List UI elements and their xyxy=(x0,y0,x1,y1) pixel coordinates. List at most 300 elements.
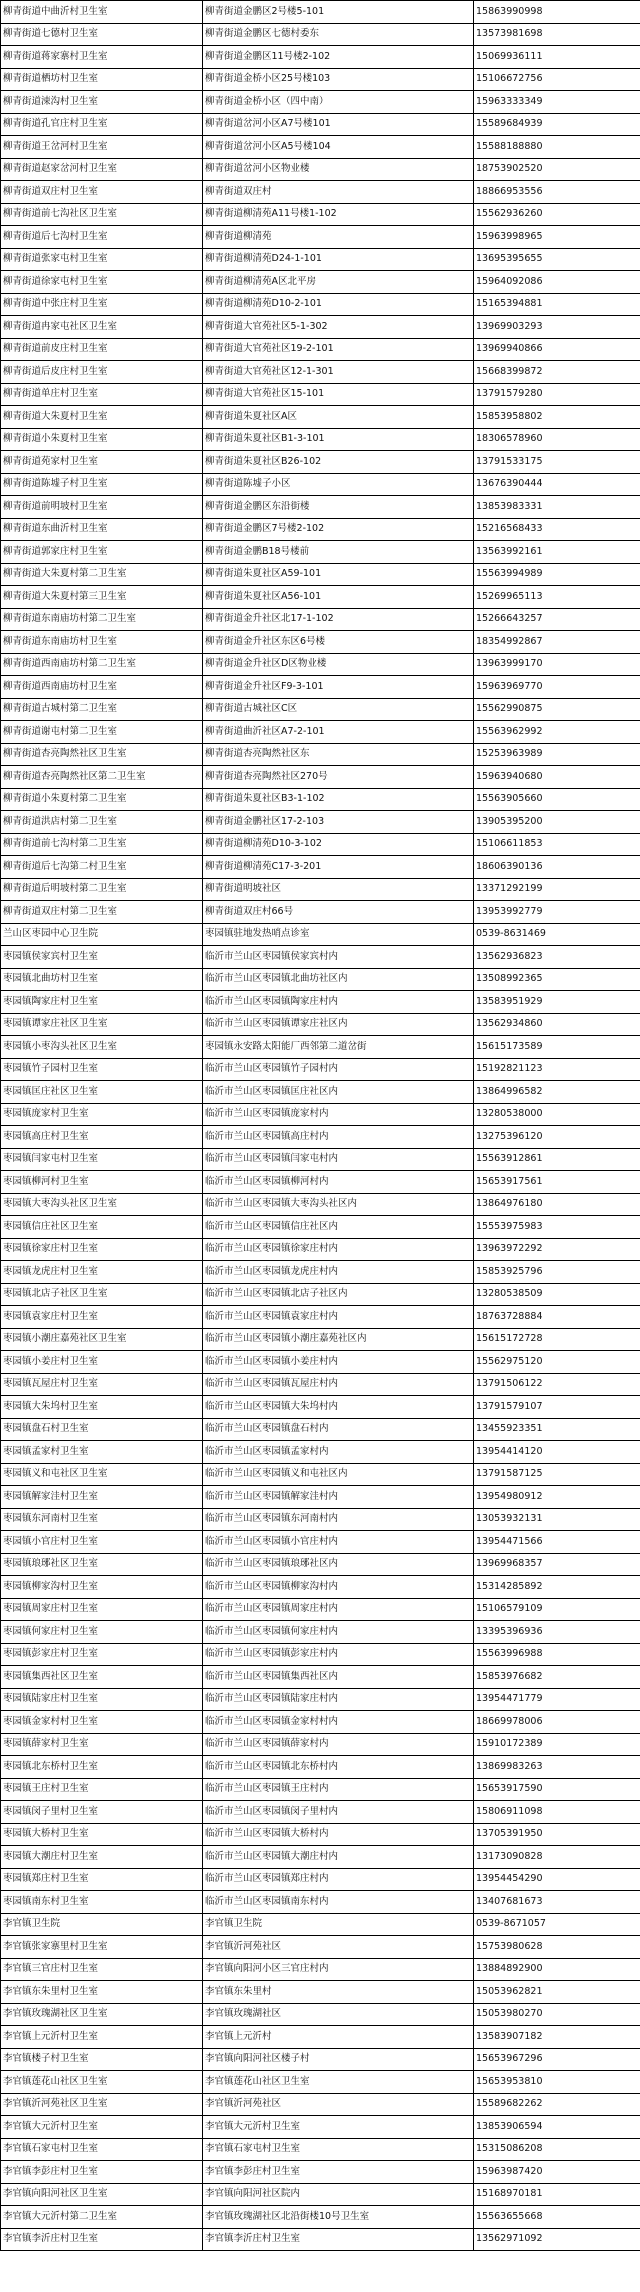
clinic-address-cell: 李官镇石家屯村卫生室 xyxy=(203,2138,474,2161)
clinic-phone-cell: 18606390136 xyxy=(474,856,640,879)
table-row xyxy=(1,2138,640,2161)
clinic-name-cell: 柳青街道赵家岔河村卫生室 xyxy=(1,158,203,181)
table-row xyxy=(1,1823,640,1846)
clinic-phone-cell: 13280538000 xyxy=(474,1103,640,1126)
table-row xyxy=(1,1261,640,1284)
clinic-phone-cell: 15853976682 xyxy=(474,1666,640,1689)
clinic-name-cell: 枣园镇郑庄村卫生室 xyxy=(1,1868,203,1891)
clinic-phone-cell: 13791587125 xyxy=(474,1463,640,1486)
clinic-phone-cell: 15563996988 xyxy=(474,1643,640,1666)
clinic-phone-cell: 15562936260 xyxy=(474,203,640,226)
clinic-address-cell: 临沂市兰山区枣园镇闵子里村内 xyxy=(203,1801,474,1824)
clinic-phone-cell: 13969903293 xyxy=(474,316,640,339)
table-row xyxy=(1,1283,640,1306)
clinic-phone-cell: 15964092086 xyxy=(474,271,640,294)
clinic-name-cell: 枣园镇瓦屋庄村卫生室 xyxy=(1,1373,203,1396)
clinic-name-cell: 柳青街道谢屯村第二卫生室 xyxy=(1,721,203,744)
clinic-name-cell: 李官镇上元沂村卫生室 xyxy=(1,2026,203,2049)
clinic-phone-cell: 15963333349 xyxy=(474,91,640,114)
clinic-phone-cell: 18354992867 xyxy=(474,631,640,654)
clinic-address-cell: 临沂市兰山区枣园镇高庄村内 xyxy=(203,1126,474,1149)
clinic-phone-cell: 13954471566 xyxy=(474,1531,640,1554)
table-row xyxy=(1,158,640,181)
clinic-phone-cell: 15589682262 xyxy=(474,2093,640,2116)
clinic-address-cell: 临沂市兰山区枣园镇袁家庄村内 xyxy=(203,1306,474,1329)
table-row xyxy=(1,631,640,654)
clinic-name-cell: 柳青街道杏亮陶然社区卫生室 xyxy=(1,743,203,766)
clinic-address-cell: 临沂市兰山区枣园镇南东村内 xyxy=(203,1891,474,1914)
clinic-address-cell: 柳青街道朱夏社区A区 xyxy=(203,406,474,429)
clinic-name-cell: 枣园镇彭家庄村卫生室 xyxy=(1,1643,203,1666)
table-row xyxy=(1,721,640,744)
clinic-phone-cell: 15053980270 xyxy=(474,2003,640,2026)
table-row xyxy=(1,518,640,541)
clinic-address-cell: 临沂市兰山区枣园镇庞家村内 xyxy=(203,1103,474,1126)
clinic-phone-cell: 15192821123 xyxy=(474,1058,640,1081)
clinic-address-cell: 李官镇沂河苑社区 xyxy=(203,2093,474,2116)
clinic-name-cell: 柳青街道大朱夏村第三卫生室 xyxy=(1,586,203,609)
table-row xyxy=(1,338,640,361)
clinic-address-cell: 柳青街道柳清苑A11号楼1-102 xyxy=(203,203,474,226)
table-row xyxy=(1,1531,640,1554)
clinic-name-cell: 枣园镇小官庄村卫生室 xyxy=(1,1531,203,1554)
clinic-address-cell: 李官镇沂河苑社区 xyxy=(203,1936,474,1959)
clinic-phone-cell: 15753980628 xyxy=(474,1936,640,1959)
clinic-address-cell: 柳青街道柳清苑D10-3-102 xyxy=(203,833,474,856)
clinic-name-cell: 枣园镇竹子园村卫生室 xyxy=(1,1058,203,1081)
clinic-address-cell: 李官镇向阳河小区三官庄村内 xyxy=(203,1958,474,1981)
table-row xyxy=(1,788,640,811)
table-row xyxy=(1,203,640,226)
clinic-name-cell: 柳青街道苑家村卫生室 xyxy=(1,451,203,474)
clinic-name-cell: 枣园镇龙虎庄村卫生室 xyxy=(1,1261,203,1284)
clinic-address-cell: 临沂市兰山区枣园镇小姜庄村内 xyxy=(203,1351,474,1374)
table-row xyxy=(1,1036,640,1059)
clinic-phone-cell: 15053962821 xyxy=(474,1981,640,2004)
table-row xyxy=(1,676,640,699)
clinic-address-cell: 临沂市兰山区枣园镇北店子社区内 xyxy=(203,1283,474,1306)
clinic-address-cell: 柳青街道岔河小区A7号楼101 xyxy=(203,113,474,136)
table-row xyxy=(1,113,640,136)
table-row xyxy=(1,878,640,901)
clinic-phone-cell: 15216568433 xyxy=(474,518,640,541)
table-row xyxy=(1,901,640,924)
clinic-name-cell: 柳青街道陈墟子村卫生室 xyxy=(1,473,203,496)
clinic-phone-cell: 13508992365 xyxy=(474,968,640,991)
clinic-phone-cell: 15069936111 xyxy=(474,46,640,69)
clinic-phone-cell: 13791579107 xyxy=(474,1396,640,1419)
clinic-name-cell: 柳青街道蒋家寨村卫生室 xyxy=(1,46,203,69)
clinic-name-cell: 柳青街道小朱夏村第二卫生室 xyxy=(1,788,203,811)
clinic-address-cell: 柳青街道金鹏社区17-2-103 xyxy=(203,811,474,834)
clinic-address-cell: 李官镇玫瑰湖社区 xyxy=(203,2003,474,2026)
clinic-phone-cell: 13954471779 xyxy=(474,1688,640,1711)
clinic-phone-cell: 13562936823 xyxy=(474,946,640,969)
clinic-name-cell: 李官镇李彭庄村卫生室 xyxy=(1,2161,203,2184)
clinic-address-cell: 临沂市兰山区枣园镇闫家屯村内 xyxy=(203,1148,474,1171)
table-row xyxy=(1,2228,640,2251)
clinic-name-cell: 李官镇张家寨里村卫生室 xyxy=(1,1936,203,1959)
clinic-address-cell: 临沂市兰山区枣园镇彭家庄村内 xyxy=(203,1643,474,1666)
clinic-address-cell: 枣园镇驻地发热哨点诊室 xyxy=(203,923,474,946)
clinic-address-cell: 临沂市兰山区枣园镇大朱坞村内 xyxy=(203,1396,474,1419)
table-row xyxy=(1,1576,640,1599)
clinic-name-cell: 枣园镇北店子社区卫生室 xyxy=(1,1283,203,1306)
table-row xyxy=(1,1868,640,1891)
clinic-address-cell: 李官镇东朱里村 xyxy=(203,1981,474,2004)
clinic-name-cell: 枣园镇义和屯社区卫生室 xyxy=(1,1463,203,1486)
clinic-address-cell: 柳青街道双庄村66号 xyxy=(203,901,474,924)
clinic-name-cell: 柳青街道张家屯村卫生室 xyxy=(1,248,203,271)
clinic-address-cell: 临沂市兰山区枣园镇陶家庄村内 xyxy=(203,991,474,1014)
table-row xyxy=(1,383,640,406)
table-row xyxy=(1,586,640,609)
table-row xyxy=(1,1418,640,1441)
table-row xyxy=(1,2183,640,2206)
clinic-address-cell: 李官镇玫瑰湖社区北沿街楼10号卫生室 xyxy=(203,2206,474,2229)
clinic-phone-cell: 13853906594 xyxy=(474,2116,640,2139)
clinic-address-cell: 柳青街道金鹏区东沿街楼 xyxy=(203,496,474,519)
clinic-address-cell: 柳青街道陈墟子小区 xyxy=(203,473,474,496)
clinic-phone-cell: 15106611853 xyxy=(474,833,640,856)
table-row xyxy=(1,226,640,249)
table-row xyxy=(1,293,640,316)
clinic-name-cell: 枣园镇庞家村卫生室 xyxy=(1,1103,203,1126)
clinic-address-cell: 临沂市兰山区枣园镇小潮庄嘉苑社区内 xyxy=(203,1328,474,1351)
clinic-name-cell: 枣园镇北曲坊村卫生室 xyxy=(1,968,203,991)
clinic-address-cell: 柳青街道金桥小区（四中南） xyxy=(203,91,474,114)
clinic-address-cell: 枣园镇永安路太阳能厂西邻第二道岔街 xyxy=(203,1036,474,1059)
table-row xyxy=(1,2161,640,2184)
table-row xyxy=(1,23,640,46)
clinic-phone-cell: 15269965113 xyxy=(474,586,640,609)
clinic-name-cell: 枣园镇徐家庄村卫生室 xyxy=(1,1238,203,1261)
table-row xyxy=(1,2048,640,2071)
clinic-name-cell: 柳青街道古城村第二卫生室 xyxy=(1,698,203,721)
clinic-name-cell: 枣园镇柳家沟村卫生室 xyxy=(1,1576,203,1599)
clinic-name-cell: 李官镇大元沂村卫生室 xyxy=(1,2116,203,2139)
clinic-phone-cell: 15653967296 xyxy=(474,2048,640,2071)
clinic-phone-cell: 13954454290 xyxy=(474,1868,640,1891)
clinic-phone-cell: 18753902520 xyxy=(474,158,640,181)
clinic-address-cell: 柳青街道双庄村 xyxy=(203,181,474,204)
clinic-address-cell: 临沂市兰山区枣园镇侯家宾村内 xyxy=(203,946,474,969)
clinic-name-cell: 枣园镇解家洼村卫生室 xyxy=(1,1486,203,1509)
clinic-name-cell: 柳青街道后七沟村卫生室 xyxy=(1,226,203,249)
clinic-phone-cell: 15615172728 xyxy=(474,1328,640,1351)
clinic-phone-cell: 13563992161 xyxy=(474,541,640,564)
clinic-name-cell: 柳青街道西南庙坊村卫生室 xyxy=(1,676,203,699)
clinic-name-cell: 枣园镇陆家庄村卫生室 xyxy=(1,1688,203,1711)
clinic-address-cell: 李官镇向阳河社区楼子村 xyxy=(203,2048,474,2071)
clinic-phone-cell: 15963998965 xyxy=(474,226,640,249)
clinic-address-cell: 临沂市兰山区枣园镇徐家庄村内 xyxy=(203,1238,474,1261)
table-row xyxy=(1,451,640,474)
clinic-phone-cell: 13562934860 xyxy=(474,1013,640,1036)
clinic-address-cell: 临沂市兰山区枣园镇匡庄社区内 xyxy=(203,1081,474,1104)
clinic-name-cell: 柳青街道王岔河村卫生室 xyxy=(1,136,203,159)
clinic-address-cell: 临沂市兰山区枣园镇解家洼村内 xyxy=(203,1486,474,1509)
table-row xyxy=(1,1711,640,1734)
clinic-name-cell: 枣园镇北东桥村卫生室 xyxy=(1,1756,203,1779)
clinic-name-cell: 柳青街道郭家庄村卫生室 xyxy=(1,541,203,564)
table-row xyxy=(1,1373,640,1396)
table-row xyxy=(1,1913,640,1936)
clinic-address-cell: 李官镇上元沂村 xyxy=(203,2026,474,2049)
clinic-address-cell: 李官镇卫生院 xyxy=(203,1913,474,1936)
clinic-name-cell: 枣园镇周家庄村卫生室 xyxy=(1,1598,203,1621)
clinic-address-cell: 临沂市兰山区枣园镇柳家沟村内 xyxy=(203,1576,474,1599)
clinic-address-cell: 临沂市兰山区枣园镇金家村村内 xyxy=(203,1711,474,1734)
clinic-phone-cell: 15553975983 xyxy=(474,1216,640,1239)
table-row xyxy=(1,1508,640,1531)
table-row xyxy=(1,653,640,676)
clinic-phone-cell: 13954980912 xyxy=(474,1486,640,1509)
table-row xyxy=(1,68,640,91)
clinic-phone-cell: 13407681673 xyxy=(474,1891,640,1914)
table-row xyxy=(1,406,640,429)
clinic-address-cell: 李官镇李沂庄村卫生室 xyxy=(203,2228,474,2251)
clinic-phone-cell: 15615173589 xyxy=(474,1036,640,1059)
clinic-address-cell: 柳青街道朱夏社区A59-101 xyxy=(203,563,474,586)
clinic-name-cell: 枣园镇闵子里村卫生室 xyxy=(1,1801,203,1824)
clinic-phone-cell: 15106672756 xyxy=(474,68,640,91)
table-row xyxy=(1,181,640,204)
clinic-phone-cell: 13791579280 xyxy=(474,383,640,406)
clinic-address-cell: 临沂市兰山区枣园镇琅琊社区内 xyxy=(203,1553,474,1576)
table-row xyxy=(1,1148,640,1171)
clinic-name-cell: 李官镇玫瑰湖社区卫生室 xyxy=(1,2003,203,2026)
clinic-phone-cell: 15589684939 xyxy=(474,113,640,136)
table-row xyxy=(1,46,640,69)
clinic-name-cell: 李官镇东朱里村卫生室 xyxy=(1,1981,203,2004)
table-row xyxy=(1,91,640,114)
clinic-address-cell: 柳青街道金升社区D区物业楼 xyxy=(203,653,474,676)
clinic-phone-cell: 13963972292 xyxy=(474,1238,640,1261)
table-row xyxy=(1,698,640,721)
clinic-phone-cell: 13395396936 xyxy=(474,1621,640,1644)
clinic-phone-cell: 15253963989 xyxy=(474,743,640,766)
clinic-name-cell: 柳青街道前七沟社区卫生室 xyxy=(1,203,203,226)
clinic-name-cell: 枣园镇薛家村卫生室 xyxy=(1,1733,203,1756)
clinic-phone-cell: 15653917590 xyxy=(474,1778,640,1801)
clinic-address-cell: 临沂市兰山区枣园镇陆家庄村内 xyxy=(203,1688,474,1711)
clinic-name-cell: 李官镇向阳河社区卫生室 xyxy=(1,2183,203,2206)
clinic-name-cell: 枣园镇闫家屯村卫生室 xyxy=(1,1148,203,1171)
clinic-phone-cell: 15315086208 xyxy=(474,2138,640,2161)
clinic-name-cell: 柳青街道后明坡村第二卫生室 xyxy=(1,878,203,901)
clinic-phone-cell: 15266643257 xyxy=(474,608,640,631)
clinic-name-cell: 枣园镇高庄村卫生室 xyxy=(1,1126,203,1149)
clinic-address-cell: 柳青街道大官苑社区12-1-301 xyxy=(203,361,474,384)
table-row xyxy=(1,1171,640,1194)
clinic-address-cell: 柳青街道朱夏社区B26-102 xyxy=(203,451,474,474)
table-row xyxy=(1,428,640,451)
clinic-phone-cell: 13705391950 xyxy=(474,1823,640,1846)
table-row xyxy=(1,743,640,766)
table-row xyxy=(1,473,640,496)
table-row xyxy=(1,2206,640,2229)
table-row xyxy=(1,1081,640,1104)
clinic-address-cell: 临沂市兰山区枣园镇大潮庄村内 xyxy=(203,1846,474,1869)
table-row xyxy=(1,248,640,271)
clinic-phone-cell: 15563905660 xyxy=(474,788,640,811)
clinic-phone-cell: 15963987420 xyxy=(474,2161,640,2184)
clinic-phone-cell: 15563912861 xyxy=(474,1148,640,1171)
clinic-address-cell: 柳青街道金升社区F9-3-101 xyxy=(203,676,474,699)
clinic-table-body xyxy=(1,1,640,2251)
table-row xyxy=(1,1013,640,1036)
table-row xyxy=(1,1396,640,1419)
clinic-phone-cell: 13583907182 xyxy=(474,2026,640,2049)
clinic-address-cell: 柳青街道朱夏社区B1-3-101 xyxy=(203,428,474,451)
clinic-address-cell: 临沂市兰山区枣园镇北曲坊社区内 xyxy=(203,968,474,991)
clinic-name-cell: 柳青街道东南庙坊村卫生室 xyxy=(1,631,203,654)
clinic-address-cell: 柳青街道大官苑社区19-2-101 xyxy=(203,338,474,361)
clinic-name-cell: 柳青街道小朱夏村卫生室 xyxy=(1,428,203,451)
clinic-name-cell: 柳青街道孔官庄村卫生室 xyxy=(1,113,203,136)
clinic-address-cell: 柳青街道柳清苑C17-3-201 xyxy=(203,856,474,879)
clinic-address-cell: 柳青街道金升社区北17-1-102 xyxy=(203,608,474,631)
clinic-name-cell: 枣园镇大朱坞村卫生室 xyxy=(1,1396,203,1419)
clinic-name-cell: 枣园镇南东村卫生室 xyxy=(1,1891,203,1914)
clinic-phone-cell: 15653953810 xyxy=(474,2071,640,2094)
clinic-name-cell: 柳青街道中曲沂村卫生室 xyxy=(1,1,203,24)
clinic-phone-cell: 18763728884 xyxy=(474,1306,640,1329)
table-row xyxy=(1,271,640,294)
clinic-phone-cell: 13884892900 xyxy=(474,1958,640,1981)
table-row xyxy=(1,1846,640,1869)
clinic-name-cell: 枣园镇侯家宾村卫生室 xyxy=(1,946,203,969)
clinic-name-cell: 枣园镇大桥村卫生室 xyxy=(1,1823,203,1846)
clinic-address-cell: 柳青街道朱夏社区B3-1-102 xyxy=(203,788,474,811)
clinic-address-cell: 临沂市兰山区枣园镇东河南村内 xyxy=(203,1508,474,1531)
clinic-name-cell: 枣园镇何家庄村卫生室 xyxy=(1,1621,203,1644)
clinic-address-cell: 临沂市兰山区枣园镇信庄社区内 xyxy=(203,1216,474,1239)
clinic-name-cell: 柳青街道前皮庄村卫生室 xyxy=(1,338,203,361)
clinic-address-cell: 柳青街道金桥小区25号楼103 xyxy=(203,68,474,91)
clinic-phone-cell: 13969940866 xyxy=(474,338,640,361)
clinic-phone-cell: 15563655668 xyxy=(474,2206,640,2229)
table-row xyxy=(1,316,640,339)
clinic-name-cell: 柳青街道杏亮陶然社区第二卫生室 xyxy=(1,766,203,789)
clinic-name-cell: 柳青街道前七沟村第二卫生室 xyxy=(1,833,203,856)
clinic-address-cell: 柳青街道金鹏区7号楼2-102 xyxy=(203,518,474,541)
clinic-address-cell: 临沂市兰山区枣园镇北东桥村内 xyxy=(203,1756,474,1779)
table-row xyxy=(1,1553,640,1576)
table-row xyxy=(1,923,640,946)
clinic-address-cell: 柳青街道柳清苑 xyxy=(203,226,474,249)
table-row xyxy=(1,1958,640,1981)
clinic-address-cell: 临沂市兰山区枣园镇薛家村内 xyxy=(203,1733,474,1756)
table-row xyxy=(1,563,640,586)
clinic-address-cell: 临沂市兰山区枣园镇集西社区内 xyxy=(203,1666,474,1689)
clinic-name-cell: 李官镇卫生院 xyxy=(1,1913,203,1936)
clinic-name-cell: 枣园镇金家村村卫生室 xyxy=(1,1711,203,1734)
clinic-name-cell: 柳青街道冉家屯社区卫生室 xyxy=(1,316,203,339)
table-row xyxy=(1,1216,640,1239)
clinic-name-cell: 枣园镇信庄社区卫生室 xyxy=(1,1216,203,1239)
clinic-phone-cell: 15165394881 xyxy=(474,293,640,316)
clinic-address-cell: 临沂市兰山区枣园镇义和屯社区内 xyxy=(203,1463,474,1486)
clinic-name-cell: 柳青街道七德村卫生室 xyxy=(1,23,203,46)
table-row xyxy=(1,1981,640,2004)
table-row xyxy=(1,1598,640,1621)
clinic-phone-cell: 15806911098 xyxy=(474,1801,640,1824)
table-row xyxy=(1,1238,640,1261)
clinic-address-cell: 柳青街道金鹏区2号楼5-101 xyxy=(203,1,474,24)
table-row xyxy=(1,1801,640,1824)
clinic-phone-cell: 13573981698 xyxy=(474,23,640,46)
clinic-address-cell: 柳青街道朱夏社区A56-101 xyxy=(203,586,474,609)
clinic-name-cell: 柳青街道栖坊村卫生室 xyxy=(1,68,203,91)
table-row xyxy=(1,1103,640,1126)
table-row xyxy=(1,1351,640,1374)
clinic-name-cell: 枣园镇大潮庄村卫生室 xyxy=(1,1846,203,1869)
clinic-name-cell: 枣园镇小枣沟头社区卫生室 xyxy=(1,1036,203,1059)
clinic-name-cell: 枣园镇王庄村卫生室 xyxy=(1,1778,203,1801)
table-row xyxy=(1,541,640,564)
clinic-name-cell: 枣园镇谭家庄社区卫生室 xyxy=(1,1013,203,1036)
clinic-name-cell: 柳青街道双庄村卫生室 xyxy=(1,181,203,204)
clinic-address-cell: 临沂市兰山区枣园镇郑庄村内 xyxy=(203,1868,474,1891)
table-row xyxy=(1,136,640,159)
table-row xyxy=(1,1058,640,1081)
clinic-address-cell: 柳青街道大官苑社区15-101 xyxy=(203,383,474,406)
clinic-address-cell: 李官镇向阳河社区院内 xyxy=(203,2183,474,2206)
clinic-name-cell: 柳青街道中张庄村卫生室 xyxy=(1,293,203,316)
clinic-name-cell: 柳青街道单庄村卫生室 xyxy=(1,383,203,406)
clinic-address-cell: 柳青街道柳清苑A区北平房 xyxy=(203,271,474,294)
clinic-phone-cell: 15314285892 xyxy=(474,1576,640,1599)
table-row xyxy=(1,1486,640,1509)
clinic-phone-cell: 13695395655 xyxy=(474,248,640,271)
table-row xyxy=(1,1328,640,1351)
table-row xyxy=(1,1891,640,1914)
table-row xyxy=(1,496,640,519)
clinic-phone-cell: 13864996582 xyxy=(474,1081,640,1104)
clinic-address-cell: 李官镇李彭庄村卫生室 xyxy=(203,2161,474,2184)
clinic-phone-cell: 15588188880 xyxy=(474,136,640,159)
clinic-phone-cell: 13905395200 xyxy=(474,811,640,834)
table-row xyxy=(1,1193,640,1216)
clinic-name-cell: 李官镇石家屯村卫生室 xyxy=(1,2138,203,2161)
clinic-address-cell: 临沂市兰山区枣园镇柳河村内 xyxy=(203,1171,474,1194)
clinic-address-cell: 李官镇莲花山社区卫生室 xyxy=(203,2071,474,2094)
clinic-address-cell: 临沂市兰山区枣园镇谭家庄社区内 xyxy=(203,1013,474,1036)
clinic-address-cell: 临沂市兰山区枣园镇大枣沟头社区内 xyxy=(203,1193,474,1216)
clinic-name-cell: 柳青街道东南庙坊村第二卫生室 xyxy=(1,608,203,631)
clinic-phone-cell: 13275396120 xyxy=(474,1126,640,1149)
clinic-name-cell: 柳青街道前明坡村卫生室 xyxy=(1,496,203,519)
clinic-address-cell: 柳青街道古城社区C区 xyxy=(203,698,474,721)
table-row xyxy=(1,608,640,631)
table-row xyxy=(1,1463,640,1486)
clinic-name-cell: 枣园镇陶家庄村卫生室 xyxy=(1,991,203,1014)
clinic-address-cell: 柳青街道金升社区东区6号楼 xyxy=(203,631,474,654)
clinic-phone-cell: 13791506122 xyxy=(474,1373,640,1396)
clinic-name-cell: 枣园镇盘石村卫生室 xyxy=(1,1418,203,1441)
table-row xyxy=(1,1756,640,1779)
clinic-phone-cell: 15863990998 xyxy=(474,1,640,24)
clinic-phone-cell: 15106579109 xyxy=(474,1598,640,1621)
clinic-address-cell: 柳青街道杏亮陶然社区东 xyxy=(203,743,474,766)
table-row xyxy=(1,1441,640,1464)
clinic-phone-cell: 13791533175 xyxy=(474,451,640,474)
clinic-name-cell: 柳青街道徐家屯村卫生室 xyxy=(1,271,203,294)
table-row xyxy=(1,856,640,879)
clinic-address-cell: 临沂市兰山区枣园镇孟家村内 xyxy=(203,1441,474,1464)
